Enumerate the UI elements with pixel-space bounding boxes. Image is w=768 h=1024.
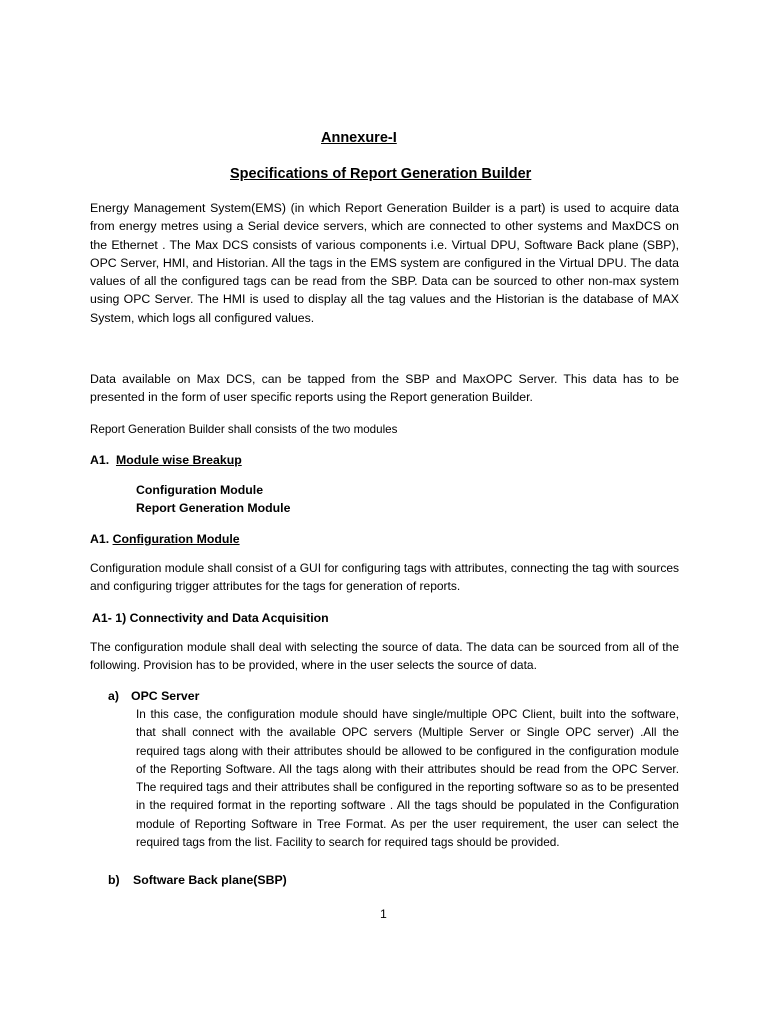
item-a-marker: a) — [108, 689, 119, 703]
section-a1-heading — [90, 451, 242, 469]
spec-title — [230, 165, 531, 183]
item-a-paragraph: In this case, the configuration module should have single/multiple OPC Client, built into the software, that shall connect with the available OPC servers (Multiple Server or Single OPC server) .All the required tags along with their attributes should be allowed to be configured in the configuration module of the Reporting Software. All the tags along with their attributes should be read from the OPC Server. The required tags and their attributes shall be configured in the reporting software so as to be presented in the required format in the reporting software . All the tags should be populated in the Configuration module of Reporting Software in Tree Format. As per the user requirement, the user can select the required tags from the list. Facility to search for required tags should be provided. — [136, 707, 679, 850]
modules-intro: Report Generation Builder shall consists of the two modules — [90, 423, 398, 436]
spec-title-text: Specifications of Report Generation Builder — [230, 166, 532, 182]
data-paragraph: Data available on Max DCS, can be tapped from the SBP and MaxOPC Server. This data has to be presented in the form of user specific reports using the Report generation Builder. — [90, 372, 679, 405]
intro-paragraph: Energy Management System(EMS) (in which Report Generation Builder is a part) is used to acquire data from energy metres using a Serial device servers, which are connected to other systems and MaxDCS on the Ethernet . The Max DCS consists of various components i.e. Virtual DPU, Software Back plane (SBP), OPC Server, HMI, and Historian. All the tags in the EMS system are configured in the Virtual DPU. The data values of all the configured tags can be read from the SBP. Data can be sourced to other non-max system using OPC Server. The HMI is used to display all the tag values and the Historian is the database of MAX System, which logs all configured values. — [90, 201, 679, 325]
section-a1-config-prefix: A1. — [90, 532, 110, 546]
annexure-title: Annexure-I — [321, 130, 397, 146]
page-number: 1 — [380, 907, 387, 921]
module-item-1: Configuration Module — [136, 483, 264, 497]
section-a1-prefix: A1. — [90, 453, 110, 467]
item-b-marker: b) — [108, 873, 120, 887]
module-item-2: Report Generation Module — [136, 501, 291, 515]
section-a1-title: Module wise Breakup — [115, 453, 242, 467]
config-paragraph: Configuration module shall consist of a GUI for configuring tags with attributes, connecting the tag with sources and configuring trigger attributes for the tags for generation of reports. — [90, 561, 679, 594]
item-b-title: Software Back plane(SBP) — [133, 873, 287, 887]
section-a1-config-heading — [90, 530, 240, 548]
section-a1-config-title: Configuration Module — [112, 532, 240, 546]
connectivity-paragraph: The configuration module shall deal with selecting the source of data. The data can be sourced from all of the following. Provision has to be provided, where in the user selects the source of data. — [90, 640, 679, 673]
item-a-title: OPC Server — [131, 689, 200, 703]
section-a1-1-heading: A1- 1) Connectivity and Data Acquisition — [92, 611, 329, 625]
